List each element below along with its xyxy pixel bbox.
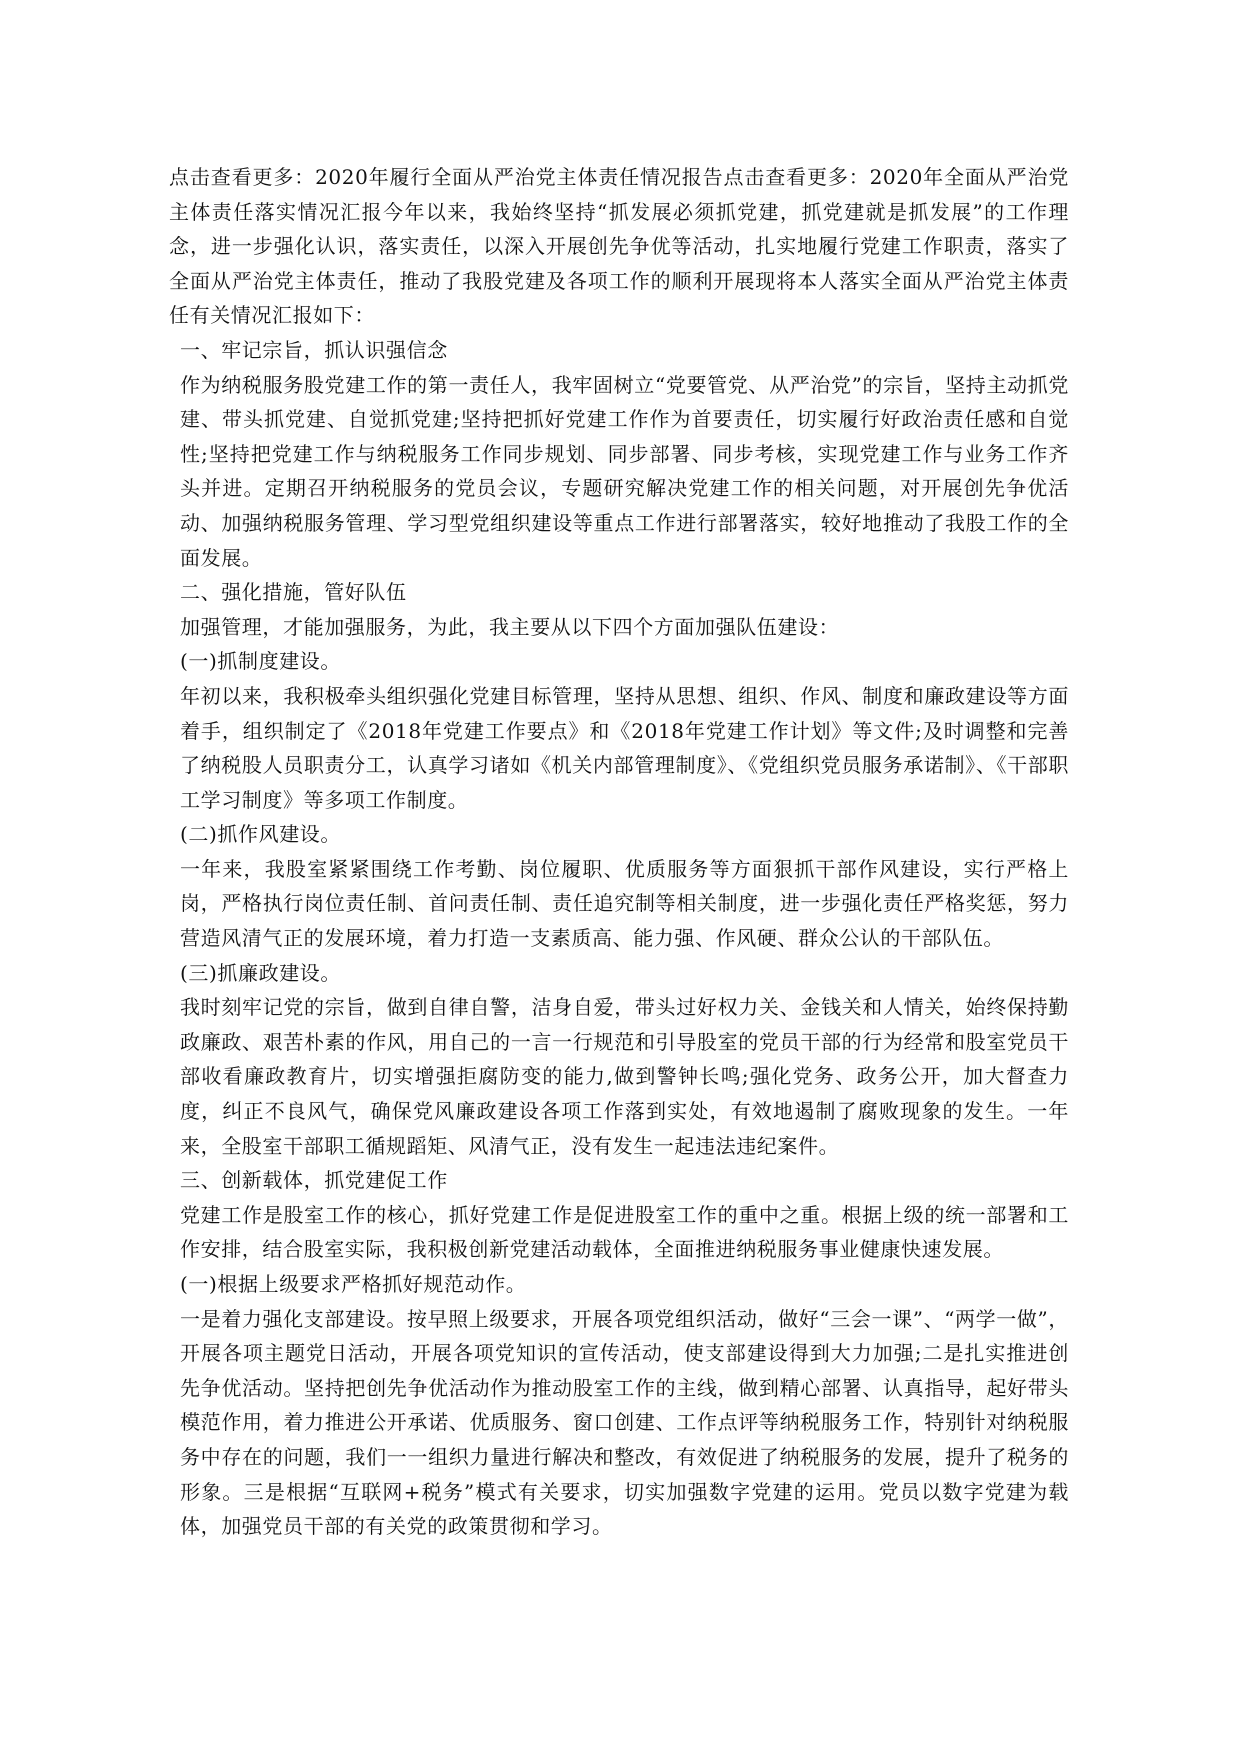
intro-paragraph: 点击查看更多：2020年履行全面从严治党主体责任情况报告点击查看更多：2020年全面从严治党主体责任落实情况汇报今年以来，我始终坚持“抓发展必须抓党建，抓党建就是抓发展”的工作理念，进一步强化认识，落实责任，以深入开展创先争优等活动，扎实地履行党建工作职责，落实了全面从严治党主体责任，推动了我股党建及各项工作的顺利开展现将本人落实全面从严治党主体责任有关情况汇报如下： <box>169 165 1069 328</box>
section-1-paragraph: 作为纳税服务股党建工作的第一责任人，我牢固树立“党要管党、从严治党”的宗旨，坚持主动抓党建、带头抓党建、自觉抓党建;坚持把抓好党建工作作为首要责任，切实履行好政治责任感和自觉性;坚持把党建工作与纳税服务工作同步规划、同步部署、同步考核，实现党建工作与业务工作齐头并进。定期召开纳税服务的党员会议，专题研究解决党建工作的相关问题，对开展创先争优活动、加强纳税服务管理、学习型党组织建设等重点工作进行部署落实，较好地推动了我股工作的全面发展。 <box>180 372 1069 570</box>
subsection-2-2-paragraph: 一年来，我股室紧紧围绕工作考勤、岗位履职、优质服务等方面狠抓干部作风建设，实行严格上岗，严格执行岗位责任制、首问责任制、责任追究制等相关制度，进一步强化责任严格奖惩，努力营造风清气正的发展环境，着力打造一支素质高、能力强、作风硬、群众公认的干部队伍。 <box>180 856 1069 951</box>
subsection-heading-2-1: (一)抓制度建设。 <box>180 649 342 674</box>
section-3-intro-paragraph: 党建工作是股室工作的核心，抓好党建工作是促进股室工作的重中之重。根据上级的统一部署和工作安排，结合股室实际，我积极创新党建活动载体，全面推进纳税服务事业健康快速发展。 <box>180 1202 1069 1262</box>
subsection-3-1-paragraph: 一是着力强化支部建设。按早照上级要求，开展各项党组织活动，做好“三会一课”、“两学一做”，开展各项主题党日活动，开展各项党知识的宣传活动，使支部建设得到大力加强;二是扎实推进创先争优活动。坚持把创先争优活动作为推动股室工作的主线，做到精心部署、认真指导，起好带头模范作用，着力推进公开承诺、优质服务、窗口创建、工作点评等纳税服务工作，特别针对纳税服务中存在的问题，我们一一组织力量进行解决和整改，有效促进了纳税服务的发展，提升了税务的形象。三是根据“互联网+税务”模式有关要求，切实加强数字党建的运用。党员以数字党建为载体，加强党员干部的有关党的政策贯彻和学习。 <box>180 1306 1069 1539</box>
subsection-heading-3-1: (一)根据上级要求严格抓好规范动作。 <box>180 1272 527 1296</box>
subsection-2-3-paragraph: 我时刻牢记党的宗旨，做到自律自警，洁身自爱，带头过好权力关、金钱关和人情关，始终保持勤政廉政、艰苦朴素的作风，用自己的一言一行规范和引导股室的党员干部的行为经常和股室党员干部收看廉政教育片，切实增强拒腐防变的能力,做到警钟长鸣;强化党务、政务公开，加大督查力度，纠正不良风气，确保党风廉政建设各项工作落到实处，有效地遏制了腐败现象的发生。一年来，全股室干部职工循规蹈矩、风清气正，没有发生一起违法违纪案件。 <box>180 995 1069 1158</box>
document-page <box>169 160 1069 1544</box>
section-heading-3: 三、创新载体，抓党建促工作 <box>180 1168 448 1193</box>
subsection-heading-2-3: (三)抓廉政建设。 <box>180 960 342 985</box>
section-heading-1: 一、牢记宗旨，抓认识强信念 <box>180 337 448 362</box>
subsection-2-1-paragraph: 年初以来，我积极牵头组织强化党建目标管理，坚持从思想、组织、作风、制度和廉政建设等方面着手，组织制定了《2018年党建工作要点》和《2018年党建工作计划》等文件;及时调整和完善了纳税股人员职责分工，认真学习诸如《机关内部管理制度》、《党组织党员服务承诺制》、《干部职工学习制度》等多项工作制度。 <box>180 683 1069 812</box>
section-2-intro-paragraph: 加强管理，才能加强服务，为此，我主要从以下四个方面加强队伍建设： <box>180 614 840 639</box>
subsection-heading-2-2: (二)抓作风建设。 <box>180 822 342 847</box>
section-heading-2: 二、强化措施，管好队伍 <box>180 580 407 605</box>
